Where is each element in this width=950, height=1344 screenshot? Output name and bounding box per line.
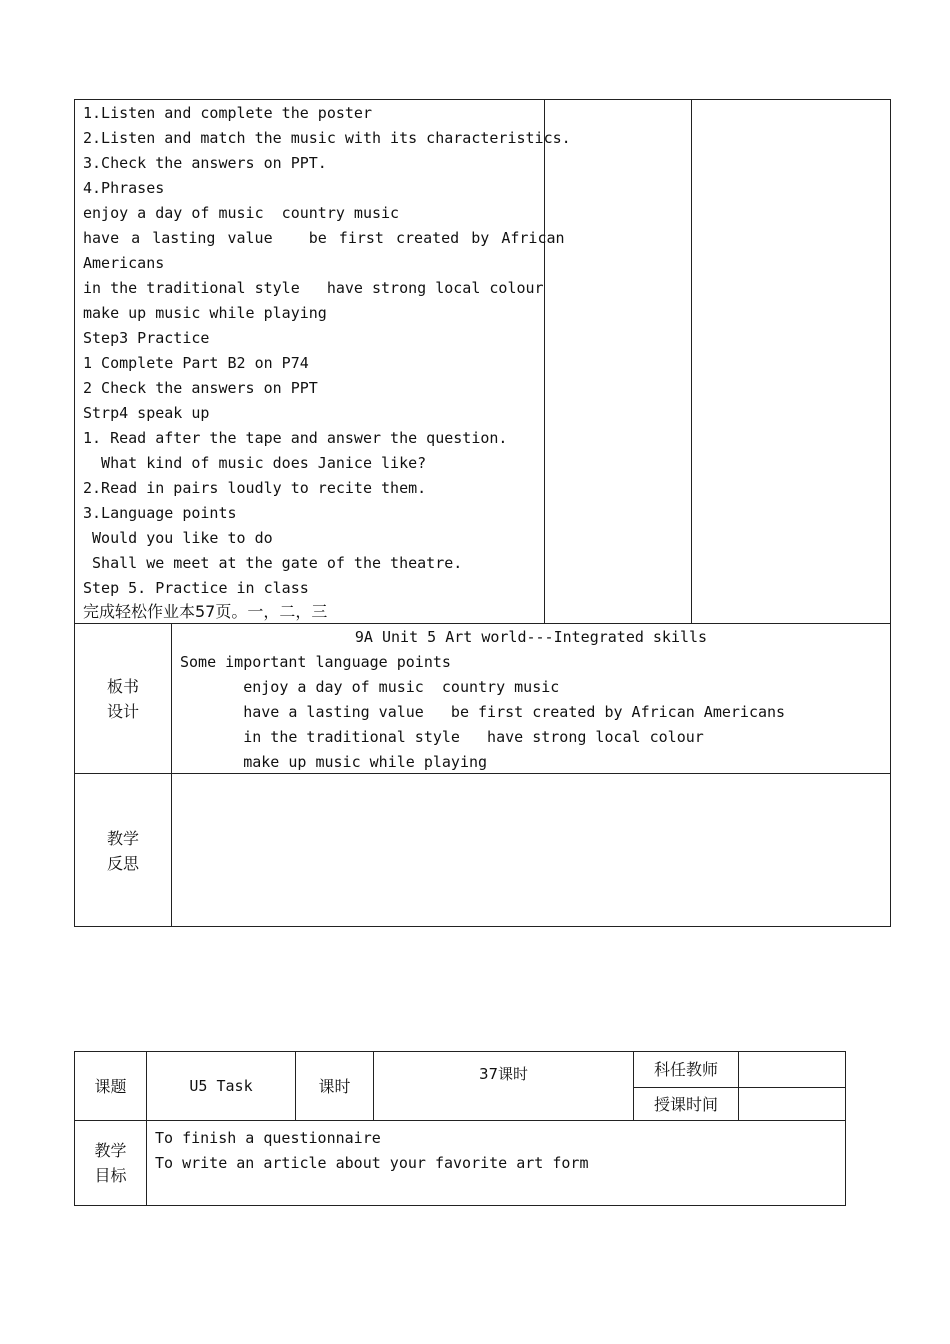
step-line: Strp4 speak up	[83, 404, 210, 422]
board-label	[75, 674, 171, 724]
step-line: Would you like to do	[83, 529, 273, 547]
step-line: 1 Complete Part B2 on P74	[83, 354, 309, 372]
goal-label-line: 教学	[94, 1141, 127, 1160]
step-line: Step 5. Practice in class	[83, 579, 309, 597]
step-line: 2 Check the answers on PPT	[83, 379, 318, 397]
board-line: enjoy a day of music country music	[180, 678, 560, 696]
step-line: 3.Check the answers on PPT.	[83, 154, 327, 172]
goal-label	[75, 1138, 146, 1188]
goal-label-line: 目标	[94, 1166, 127, 1185]
step-line: 4.Phrases	[83, 179, 165, 197]
reflection-label-line: 反思	[106, 854, 139, 873]
period-value: 37课时	[478, 1065, 529, 1083]
step-line: 1.Listen and complete the poster	[83, 104, 372, 122]
reflection-label	[75, 826, 171, 876]
step-line: What kind of music does Janice like?	[83, 454, 427, 472]
board-label-line: 设计	[106, 702, 139, 721]
step-line: 2.Read in pairs loudly to recite them.	[83, 479, 427, 497]
step-line: Americans	[83, 254, 165, 272]
teacher-label: 科任教师	[653, 1060, 718, 1079]
step-line-homework: 完成轻松作业本57页。一，二，三	[83, 602, 328, 621]
time-label: 授课时间	[653, 1095, 718, 1114]
step-line: have a lasting value be first created by African	[83, 229, 565, 247]
board-line: in the traditional style have strong local colour	[180, 728, 704, 746]
step-line: in the traditional style have strong local colour	[83, 279, 544, 297]
topic-label: 课题	[94, 1077, 127, 1096]
board-title: 9A Unit 5 Art world---Integrated skills	[354, 628, 708, 646]
step-line: 1. Read after the tape and answer the question.	[83, 429, 508, 447]
reflection-label-line: 教学	[106, 829, 139, 848]
period-label: 课时	[318, 1077, 351, 1096]
step-line: 3.Language points	[83, 504, 237, 522]
step-line: enjoy a day of music country music	[83, 204, 400, 222]
step-line: make up music while playing	[83, 304, 327, 322]
goal-line: To finish a questionnaire	[155, 1129, 381, 1147]
board-line: have a lasting value be first created by African Americans	[180, 703, 786, 721]
board-line: Some important language points	[180, 653, 451, 671]
goal-line: To write an article about your favorite art form	[155, 1154, 589, 1172]
step-line: Shall we meet at the gate of the theatre.	[83, 554, 463, 572]
step-line: 2.Listen and match the music with its characteristics.	[83, 129, 571, 147]
topic-value: U5 Task	[189, 1077, 253, 1095]
step-line: Step3 Practice	[83, 329, 210, 347]
board-label-line: 板书	[106, 677, 139, 696]
board-line: make up music while playing	[180, 753, 488, 771]
